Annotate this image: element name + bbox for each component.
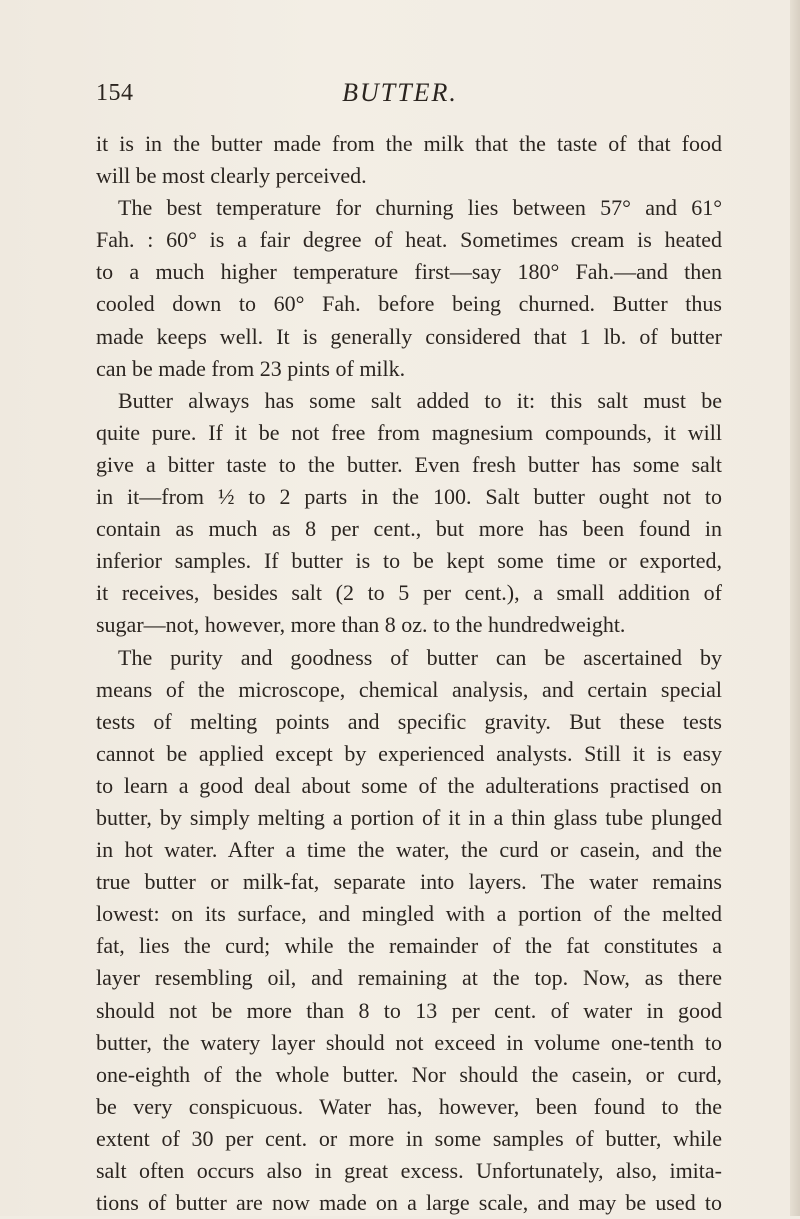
text-line: cannot be applied except by experienced analysts. Still it is easy (96, 740, 722, 766)
text-line: contain as much as 8 per cent., but more has been found in (96, 516, 722, 542)
text-line: true butter or milk-fat, separate into layers. The water remains (96, 869, 722, 895)
page-header (0, 76, 800, 110)
running-head: BUTTER. (342, 78, 458, 107)
text-line: salt often occurs also in great excess. Unfortunately, also, imita- (96, 1158, 722, 1183)
text-line: to learn a good deal about some of the adulterations practised on (96, 772, 722, 798)
text-line: sugar—not, however, more than 8 oz. to the hundredweight. (96, 612, 626, 638)
text-line: it is in the butter made from the milk that the taste of that food (96, 131, 722, 156)
text-line: Butter always has some salt added to it: this salt must be (118, 387, 722, 413)
text-line: to a much higher temperature first—say 180° Fah.—and then (96, 259, 722, 285)
page-edge (790, 0, 800, 1216)
text-line: fat, lies the curd; while the remainder of the fat constitutes a (96, 933, 722, 959)
text-line: in it—from ½ to 2 parts in the 100. Salt butter ought not to (96, 484, 722, 510)
text-line: means of the microscope, chemical analysis, and certain special (96, 676, 722, 702)
text-line: should not be more than 8 to 13 per cent. of water in good (96, 997, 722, 1023)
text-line: give a bitter taste to the butter. Even fresh butter has some salt (96, 451, 722, 477)
text-line: Fah. : 60° is a fair degree of heat. Sometimes cream is heated (96, 227, 722, 253)
text-line: tests of melting points and specific gravity. But these tests (96, 708, 722, 734)
text-line: one-eighth of the whole butter. Nor should the casein, or curd, (96, 1061, 722, 1087)
text-line: in hot water. After a time the water, the curd or casein, and the (96, 837, 722, 863)
page-number: 154 (96, 80, 134, 106)
text-line: lowest: on its surface, and mingled with a portion of the melted (96, 901, 722, 927)
text-line: be very conspicuous. Water has, however, been found to the (96, 1093, 722, 1119)
text-line: tions of butter are now made on a large scale, and may be used to (96, 1190, 722, 1216)
text-line: will be most clearly perceived. (96, 163, 367, 189)
text-line: inferior samples. If butter is to be kept some time or exported, (96, 548, 722, 574)
text-line: butter, by simply melting a portion of it in a thin glass tube plunged (96, 804, 722, 830)
text-line: can be made from 23 pints of milk. (96, 355, 406, 381)
text-line: cooled down to 60° Fah. before being churned. Butter thus (96, 291, 722, 317)
text-line: it receives, besides salt (2 to 5 per cent.), a small addition of (96, 580, 722, 606)
text-line: butter, the watery layer should not exceed in volume one-tenth to (96, 1029, 722, 1055)
text-line: layer resembling oil, and remaining at the top. Now, as there (96, 965, 722, 991)
text-line: The best temperature for churning lies between 57° and 61° (118, 195, 722, 221)
text-line: The purity and goodness of butter can be ascertained by (118, 644, 722, 670)
text-line: extent of 30 per cent. or more in some samples of butter, while (96, 1125, 722, 1151)
body-text (96, 128, 722, 1219)
text-line: made keeps well. It is generally considered that 1 lb. of butter (96, 323, 722, 349)
text-line: quite pure. If it be not free from magnesium compounds, it will (96, 419, 722, 445)
